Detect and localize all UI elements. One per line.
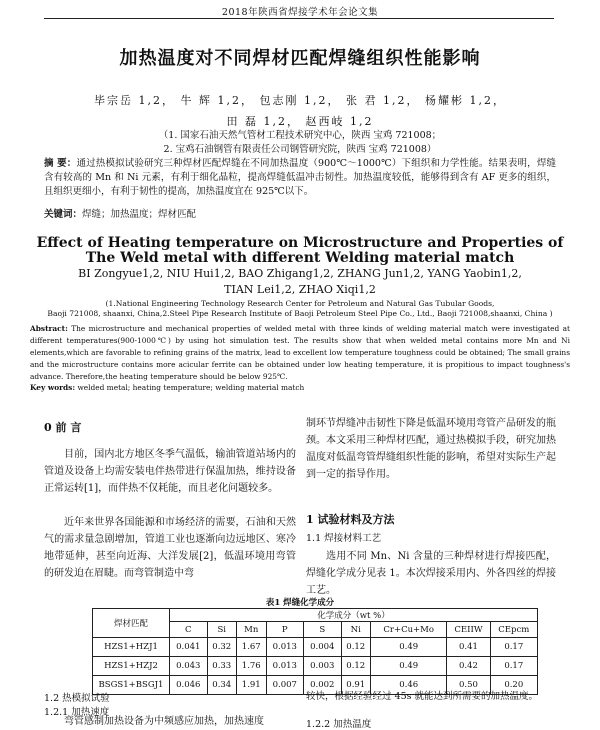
- table-cell: 0.013: [266, 638, 304, 657]
- affiliation-en-1: (1.National Engineering Technology Research Center for Petroleum and Natural Gas Tubular Goods,: [105, 299, 495, 308]
- abstract-cn-label: 摘 要：: [44, 158, 77, 169]
- subsection-1-2-1: 1.2.1 加热速度: [44, 707, 110, 718]
- table-cell: 0.33: [207, 657, 237, 676]
- table-cell: 0.41: [447, 638, 490, 657]
- table-cell: 0.49: [371, 657, 447, 676]
- table-cell: 0.002: [304, 676, 342, 695]
- section0-para1: 目前，国内北方地区冬季气温低，输油管道站场内的管道及设备上均需安装电伴热带进行保温加热，维持设备正常运转[1]，而伴热不仅耗能，而且老化问题较多。: [44, 449, 296, 494]
- table-col-header: Ni: [341, 622, 371, 638]
- table-col0-header: 焊材匹配: [93, 609, 170, 638]
- table-col-header: S: [304, 622, 342, 638]
- table-cell: 1.91: [237, 676, 267, 695]
- table-cell: 1.76: [237, 657, 267, 676]
- paper-title-cn: 加热温度对不同焊材匹配焊缝组织性能影响: [119, 48, 481, 69]
- table-cell: 0.041: [170, 638, 208, 657]
- keywords-cn-label: 关键词：: [44, 209, 83, 220]
- authors-cn-line1: 毕宗岳 1,2， 牛 辉 1,2， 包志刚 1,2， 张 君 1,2， 杨耀彬 1,2，: [94, 94, 506, 107]
- keywords-en-text: welded metal; heating temperature; welding material match: [77, 383, 305, 392]
- composition-table: [92, 608, 538, 695]
- section0-para3: 制环节焊缝冲击韧性下降是低温环境用弯管产品研发的瓶颈。本文采用三种焊材匹配，通过热模拟手段，研究加热温度对低温弯管焊缝组织性能的影响，希望对实际生产起到一定的指导作用。: [306, 418, 556, 480]
- header-rule: [44, 18, 554, 19]
- table-row-name: BSGS1+BSGJ1: [93, 676, 170, 695]
- table-cell: 0.12: [341, 638, 371, 657]
- section0-heading: 0 前 言: [44, 421, 82, 434]
- authors-cn-line2: 田 磊 1,2， 赵西岐 1,2: [226, 115, 374, 128]
- affiliation-cn-1: （1. 国家石油天然气管材工程技术研究中心，陕西 宝鸡 721008；: [158, 130, 442, 141]
- authors-en: [0, 266, 600, 298]
- bottom-left-text: 弯管感制加热设备为中频感应加热，加热速度: [64, 716, 264, 727]
- table-cell: 1.67: [237, 638, 267, 657]
- table-cell: 0.32: [207, 638, 237, 657]
- table-cell: 0.003: [304, 657, 342, 676]
- table-col-header: C: [170, 622, 208, 638]
- authors-en-line1: BI Zongyue1,2, NIU Hui1,2, BAO Zhigang1,2, ZHANG Jun1,2, YANG Yaobin1,2,: [78, 267, 522, 280]
- table-group-header: 化学成分（wt %）: [170, 609, 538, 622]
- abstract-en: [30, 323, 570, 383]
- table-cell: 0.42: [447, 657, 490, 676]
- table-col-header: Si: [207, 622, 237, 638]
- table-cell: 0.20: [490, 676, 537, 695]
- table-cell: 0.49: [371, 638, 447, 657]
- title-en-line1: Effect of Heating temperature on Microstructure and Properties of: [36, 235, 564, 251]
- section1-para1: 选用不同 Mn、Ni 含量的三种焊材进行焊接匹配，焊缝化学成分见表 1。本次焊接采用内、外各四丝的焊接工艺。: [306, 551, 556, 596]
- table-caption: 表1 焊缝化学成分: [265, 598, 335, 608]
- table-cell: 0.46: [371, 676, 447, 695]
- keywords-cn-text: 焊缝；加热温度；焊材匹配: [82, 209, 197, 220]
- table-cell: 0.17: [490, 638, 537, 657]
- abstract-cn-text: 通过热模拟试验研究三种焊材匹配焊缝在不同加热温度（900℃～1000℃）下组织和力学性能。结果表明，焊缝含有较高的 Mn 和 Ni 元素，有利于细化晶粒，提高焊缝低温冲击韧性。加热温度较低，能够得到含有 AF 更多的组织，且组织更细小，有利于韧性的提高，加热温度宜在 925℃以下。: [44, 158, 556, 197]
- section1-heading: 1 试验材料及方法: [306, 513, 395, 526]
- table-row-name: HZS1+HZJ2: [93, 657, 170, 676]
- table-row: [93, 638, 538, 657]
- table-col-header: P: [266, 622, 304, 638]
- table-col-header: Mn: [237, 622, 267, 638]
- table-cell: 0.013: [266, 657, 304, 676]
- keywords-en-label: Key words:: [30, 383, 76, 392]
- title-en-line2: The Weld metal with different Welding material match: [85, 250, 515, 266]
- affiliation-cn-2: 2. 宝鸡石油钢管有限责任公司钢管研究院，陕西 宝鸡 721008）: [163, 144, 437, 155]
- abstract-cn: [44, 157, 556, 199]
- table-cell: 0.046: [170, 676, 208, 695]
- keywords-cn: [44, 206, 556, 220]
- authors-en-line2: TIAN Lei1,2, ZHAO Xiqi1,2: [224, 283, 376, 296]
- affiliations-en: [30, 299, 570, 319]
- abstract-en-label: Abstract:: [30, 324, 68, 333]
- table-row-name: HZS1+HZJ1: [93, 638, 170, 657]
- table-cell: 0.91: [341, 676, 371, 695]
- table-col-header: CEpcm: [490, 622, 537, 638]
- table-cell: 0.043: [170, 657, 208, 676]
- table-cell: 0.004: [304, 638, 342, 657]
- table-cell: 0.007: [266, 676, 304, 695]
- table-cell: 0.34: [207, 676, 237, 695]
- abstract-en-text: The microstructure and mechanical properties of welded metal with three kinds of welding material match were investigated at different temperatures(900-1000℃) by using hot simulation test. The results show that when welded metal contains more Mn and Ni elements,which are favorable to refining grains of the matrix, lead to excellent low temperature toughness could be obtained; The small grains and the microstructure contains more acicular ferrite can be obtained under low heating temperature, it is propitious to impact toughness's advance. Therefore,the heating temperature should be below 925℃.: [30, 324, 570, 381]
- subsection-1-2: 1.2 热模拟试验: [44, 693, 110, 704]
- table-cell: 0.17: [490, 657, 537, 676]
- table-cell: 0.50: [447, 676, 490, 695]
- table-row: [93, 657, 538, 676]
- table-cell: 0.12: [341, 657, 371, 676]
- subsection-1-2-2: 1.2.2 加热温度: [306, 719, 372, 730]
- keywords-en: [30, 383, 570, 392]
- section1-sub1: 1.1 焊接材料工艺: [306, 533, 382, 544]
- table-col-header: CEIIW: [447, 622, 490, 638]
- section0-para2: 近年来世界各国能源和市场经济的需要，石油和天然气的需求量急剧增加，管道工业也逐渐向边远地区、寒冷地带延伸，甚至向近海、大洋发展[2]，低温环境用弯管的研发迫在眉睫。而弯管制造中弯: [44, 517, 296, 579]
- bottom-right-text: 较快，根据经验经过 45s 就能达到所需要的加热温度。: [306, 691, 539, 702]
- running-header: 2018年陕西省焊接学术年会论文集: [221, 7, 379, 18]
- paper-title-en: [0, 236, 600, 266]
- affiliation-en-2: Baoji 721008, shaanxi, China,2.Steel Pipe Research Institute of Baoji Petroleum Steel Pipe Co., Ltd., Baoji 721008,shaanxi, China ): [47, 309, 553, 318]
- table-col-header: Cr+Cu+Mo: [371, 622, 447, 638]
